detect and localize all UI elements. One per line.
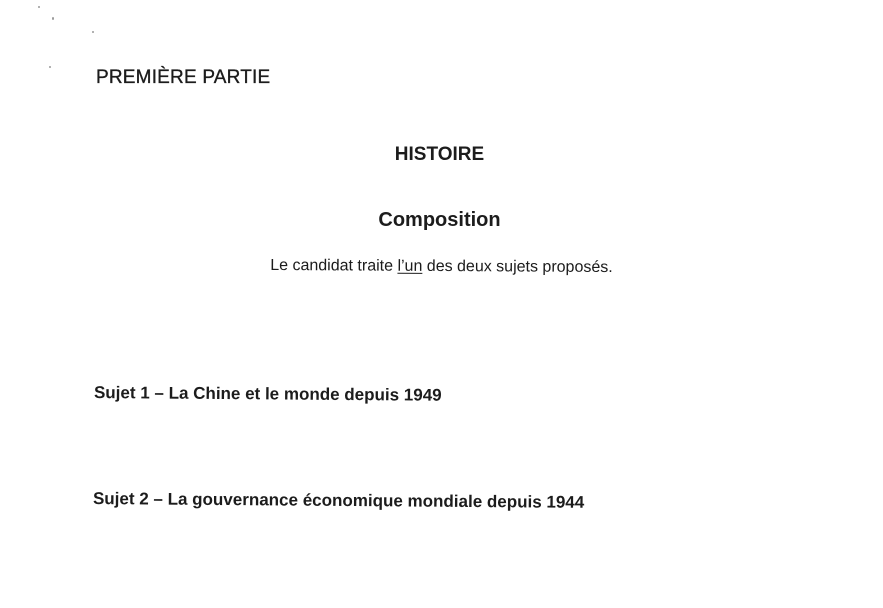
scan-speck — [92, 31, 94, 33]
part-title: PREMIÈRE PARTIE — [96, 67, 271, 88]
instruction-text-end: des deux sujets proposés. — [422, 257, 613, 277]
subject-title: HISTOIRE — [394, 144, 485, 165]
scan-speck — [49, 66, 51, 68]
instruction-emphasis: l’un — [397, 257, 423, 275]
topic-1: Sujet 1 – La Chine et le monde depuis 1949 — [93, 383, 442, 405]
instruction-text-start: Le candidat traite — [270, 256, 398, 275]
instruction-text — [0, 255, 883, 278]
scan-speck — [52, 17, 54, 20]
topic-2: Sujet 2 – La gouvernance économique mondiale depuis 1944 — [92, 489, 585, 512]
exercise-title: Composition — [378, 209, 501, 231]
scan-speck — [38, 6, 40, 8]
